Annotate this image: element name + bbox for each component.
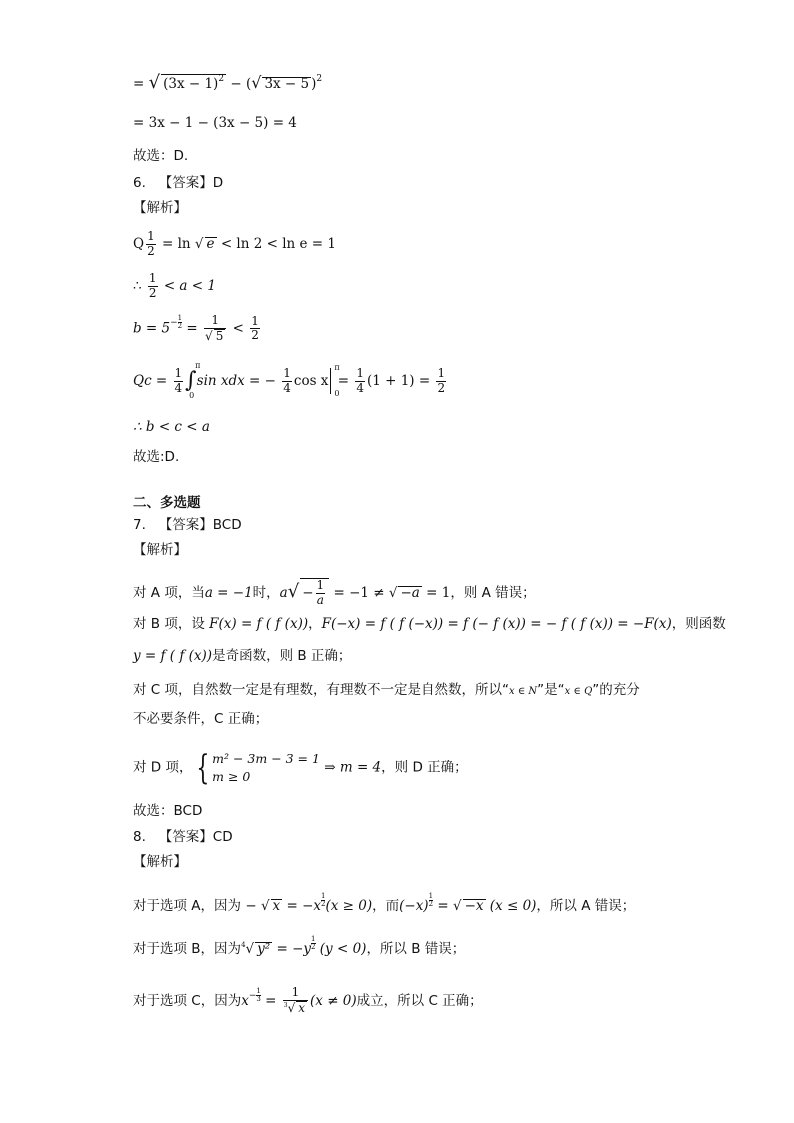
exponent: 1 2 <box>311 935 316 951</box>
eq-text: x <box>241 992 249 1009</box>
conclusion-text: 故选:D. <box>133 449 180 465</box>
text: 对 C 项，自然数一定是有理数，有理数不一定是自然数，所以“ <box>133 682 510 698</box>
eq-text: = <box>433 898 453 914</box>
question-number: 6. <box>133 175 146 191</box>
eq-text: (y < 0) <box>315 941 367 957</box>
q8-option-c <box>133 986 483 1016</box>
q8-option-b: 对于选项 B，因为$^4$√ y² = −y $^{\frac{1}{2}}$ (y < 0)，所以 B 错误； <box>133 935 466 957</box>
eq-text: x ∈ Q <box>564 686 593 697</box>
integral-sign: ∫ π 0 <box>185 361 201 401</box>
eq-text: = <box>260 992 281 1009</box>
eq-text: = <box>133 76 149 92</box>
q7-item-b-line2 <box>133 650 351 664</box>
eq-text: (x ≠ 0) <box>310 992 357 1009</box>
exponent: 2 <box>316 74 323 84</box>
analysis-text: 【解析】 <box>133 200 187 216</box>
text: ，而 <box>372 898 400 914</box>
q7-item-a: 对 A 项，当a = −1时，a√ − $\frac{1}{a}$ = −1 ≠ √ −a = 1，则 A 错误； <box>133 578 536 607</box>
eq-text: = −y <box>272 941 312 957</box>
eq-text: (x ≥ 0) <box>325 898 373 914</box>
conclusion-text: 故选：D. <box>133 148 189 164</box>
q7-item-c-line2 <box>133 713 268 727</box>
eq-text: y² <box>257 941 271 957</box>
fraction: $\frac{1}{4}$ <box>356 366 364 395</box>
eq-text: b = 5 <box>133 320 171 337</box>
fraction: $\frac{1}{4}$ <box>283 366 291 395</box>
eq-text: = <box>333 372 354 389</box>
eq-text: e <box>206 235 215 252</box>
eq-text: = −1 ≠ <box>329 584 389 601</box>
conclusion-line <box>133 150 188 164</box>
eq-text: (−x) <box>399 898 429 914</box>
question-7-header <box>133 519 242 533</box>
q6-step-1: Q $\frac{1}{2}$ = ln √ e < ln 2 < ln e = 1 <box>133 229 336 258</box>
analysis-text: 【解析】 <box>133 854 187 870</box>
text: ，则函数 <box>671 616 726 632</box>
fraction: $\frac{1}{^3√ x}$ <box>283 986 308 1016</box>
fraction: $\frac{1}{2}$ <box>148 271 157 300</box>
text: ”的充分 <box>592 682 640 698</box>
text: 成立，所以 C 正确； <box>356 992 483 1009</box>
text: 不必要条件，C 正确； <box>133 711 269 727</box>
exponent: − 1 3 <box>248 986 261 1003</box>
question-number: 8. <box>133 829 146 845</box>
eq-text: = −x <box>282 898 321 914</box>
text: ， <box>308 616 322 632</box>
text: 对 D 项， <box>133 759 193 776</box>
text: ，则 A 错误； <box>450 584 536 601</box>
question-8-header <box>133 831 233 845</box>
eq-text: Qc = <box>133 372 172 389</box>
exponent: 1 2 <box>428 892 434 908</box>
q7-item-d <box>133 747 468 788</box>
q7-item-c-line1 <box>133 684 640 698</box>
eq-text: −x <box>464 898 484 914</box>
q6-step-2 <box>133 272 216 301</box>
q6-conclusion <box>133 451 179 465</box>
eq-text: a = −1 <box>204 584 253 601</box>
fraction: $\frac{1}{2}$ <box>147 229 155 258</box>
eq-text: ) <box>311 76 317 92</box>
text: 对 B 项，设 <box>133 616 210 632</box>
q6-step-3 <box>133 314 262 344</box>
eq-text: ⇒ m = 4 <box>319 759 382 776</box>
q6-step-4 <box>133 361 448 401</box>
eq-text: = ln <box>157 235 195 252</box>
eq-text: − <box>241 898 261 914</box>
conclusion-text: 故选：BCD <box>133 803 203 819</box>
fraction: $\frac{1}{2}$ <box>251 313 259 343</box>
eq-text: 3x − 5 <box>264 76 310 92</box>
analysis-label <box>133 856 187 870</box>
eq-text: x <box>272 898 281 914</box>
answer-label: 【答案】D <box>158 175 224 191</box>
eq-text: ∴ <box>133 277 146 294</box>
eq-text: −a <box>400 584 420 601</box>
eq-text: y = f ( f (x)) <box>133 648 213 664</box>
eq-text: < <box>228 320 249 337</box>
root-index: 4 <box>241 941 246 949</box>
q7-conclusion <box>133 805 202 819</box>
equation-line-2 <box>133 117 297 131</box>
eq-text: cos x <box>293 372 329 389</box>
brace: { <box>196 747 210 788</box>
text: 对于选项 B，因为 <box>133 941 242 957</box>
q7-item-b-line1 <box>133 618 726 632</box>
equation-line-1: = √ $(3x - 1)^2$ − (√ 3x − 5 )$^2$ <box>133 72 323 93</box>
eq-text: = 1 <box>421 584 451 601</box>
q6-step-5 <box>133 421 210 435</box>
text: ”是“ <box>537 682 565 698</box>
question-number: 7. <box>133 517 146 533</box>
text: ，所以 A 错误； <box>536 898 636 914</box>
eq-text: − ( <box>226 76 252 92</box>
exponent: 2 <box>218 74 225 84</box>
equation-system: m² − 3m − 3 = 1 m ≥ 0 <box>212 751 320 784</box>
fraction: $\frac{1}{√ 5}$ <box>204 314 226 344</box>
eq-text: (x ≤ 0) <box>485 898 537 914</box>
text: ，所以 B 错误； <box>366 941 466 957</box>
section-title-text: 二、多选题 <box>133 495 201 511</box>
text: 对于选项 A，因为 <box>133 898 242 914</box>
fraction: $\frac{1}{4}$ <box>174 366 183 395</box>
eq-text: sin xdx = − <box>196 372 281 389</box>
eq-text: = 3x − 1 − (3x − 5) = 4 <box>133 115 297 131</box>
text: 是奇函数，则 B 正确； <box>212 648 352 664</box>
exponent: − 1 2 <box>170 314 183 331</box>
text: 对 A 项，当 <box>133 584 205 601</box>
fraction: $\frac{1}{2}$ <box>437 366 446 395</box>
text: ，则 D 正确； <box>381 759 468 776</box>
eq-text: < ln 2 < ln e = 1 <box>216 235 336 252</box>
eq-text: F(−x) = f ( f (−x)) = f (− f (x)) = − f ( f (x)) = −F(x) <box>321 616 672 632</box>
eq-text: ∴ b < c < a <box>133 419 210 435</box>
text: 时， <box>252 584 280 601</box>
eq-text: a <box>279 584 288 601</box>
eq-text: (3x − 1) <box>163 76 219 92</box>
eq-text: < a < 1 <box>159 277 216 294</box>
exponent: 1 2 <box>321 892 326 908</box>
section-title <box>133 497 201 511</box>
eq-text: Q <box>133 235 145 252</box>
analysis-label <box>133 544 187 558</box>
eq-text: F(x) = f ( f (x)) <box>209 616 309 632</box>
eq-text: x ∈ N <box>509 686 538 697</box>
fraction: $\frac{1}{a}$ <box>316 578 325 607</box>
eq-text: = <box>182 320 203 337</box>
answer-label: 【答案】BCD <box>158 517 242 533</box>
q8-option-a: 对于选项 A，因为 − √ x = −x $^{\frac{1}{2}}$ (x ≥ 0)，而(−x) $^{\frac{1}{2}}$ = √ −x (x ≤ 0)，所以 A 错误； <box>133 892 636 914</box>
answer-label: 【答案】CD <box>158 829 233 845</box>
question-6-header <box>133 177 223 191</box>
analysis-text: 【解析】 <box>133 542 187 558</box>
text: 对于选项 C，因为 <box>133 992 242 1009</box>
evaluation-bar: π 0 <box>330 368 331 394</box>
analysis-label <box>133 202 187 216</box>
eq-text: (1 + 1) = <box>366 372 435 389</box>
